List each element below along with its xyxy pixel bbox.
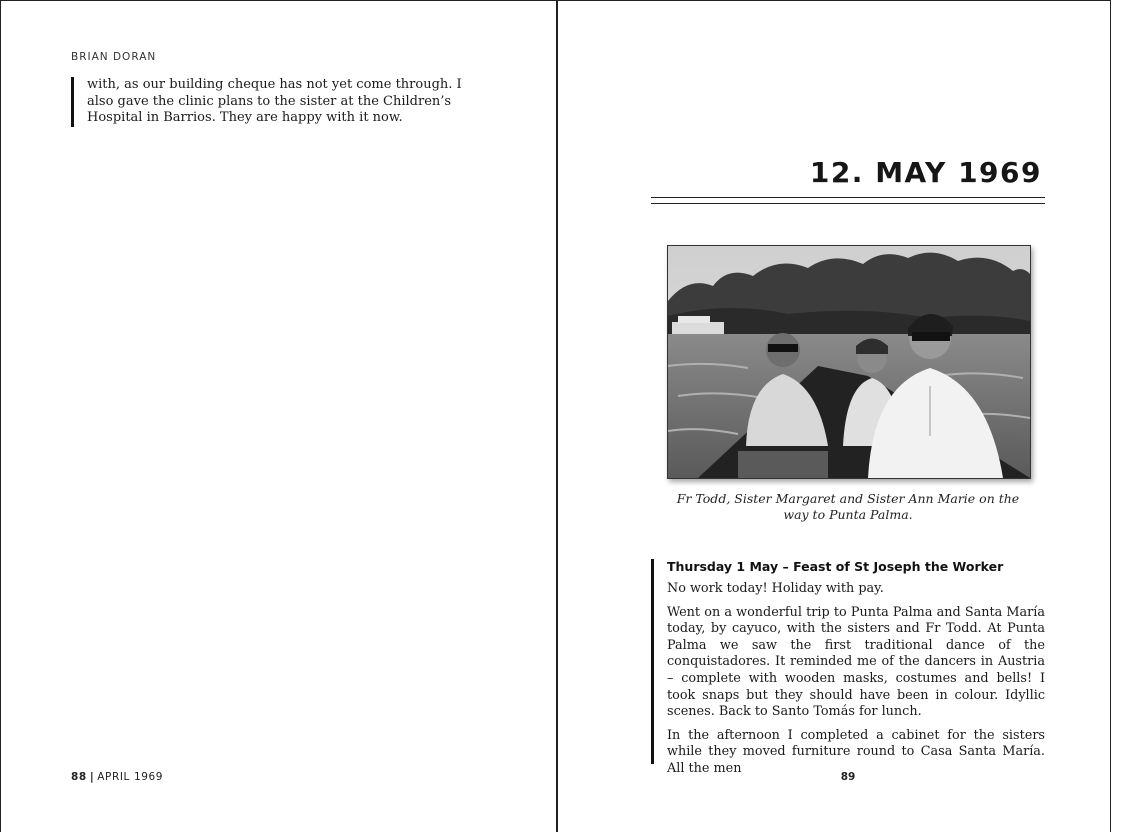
left-page-footer bbox=[71, 771, 163, 783]
photo-caption: Fr Todd, Sister Margaret and Sister Ann Marie on the way to Punta Palma. bbox=[676, 491, 1020, 522]
entry-heading: Thursday 1 May – Feast of St Joseph the Worker bbox=[667, 559, 1004, 574]
left-page bbox=[0, 0, 556, 832]
entry-paragraph: No work today! Holiday with pay. bbox=[667, 581, 884, 596]
left-page-number: 88 bbox=[71, 771, 87, 783]
continued-diary-text: with, as our building cheque has not yet come through. I also gave the clinic plans to the sister at the Children’s Hospital in Barrios. They are happy with it now. bbox=[71, 77, 483, 127]
diary-entry bbox=[651, 559, 1045, 776]
left-section-label: APRIL 1969 bbox=[97, 771, 164, 783]
boat-photo bbox=[667, 245, 1031, 479]
right-page bbox=[556, 0, 1111, 832]
title-double-rule bbox=[651, 197, 1045, 204]
right-page-number: 89 bbox=[840, 771, 856, 783]
running-head-author: BRIAN DORAN bbox=[71, 51, 157, 63]
footer-separator: | bbox=[89, 771, 95, 783]
chapter-title: 12. MAY 1969 bbox=[809, 156, 1042, 189]
entry-paragraph: Went on a wonderful trip to Punta Palma and Santa María today, by cayuco, with the sisters and Fr Todd. At Punta Palma we saw the first traditional dance of the conquistadores. It reminded me of the dancers in Austria – complete with wooden masks, costumes and bells! I took snaps but they should have been in colour. Idyllic scenes. Back to Santo Tomás for lunch. bbox=[667, 604, 1045, 720]
entry-paragraph: In the afternoon I completed a cabinet for the sisters while they moved furniture round to Casa Santa María. All the men bbox=[667, 727, 1045, 776]
